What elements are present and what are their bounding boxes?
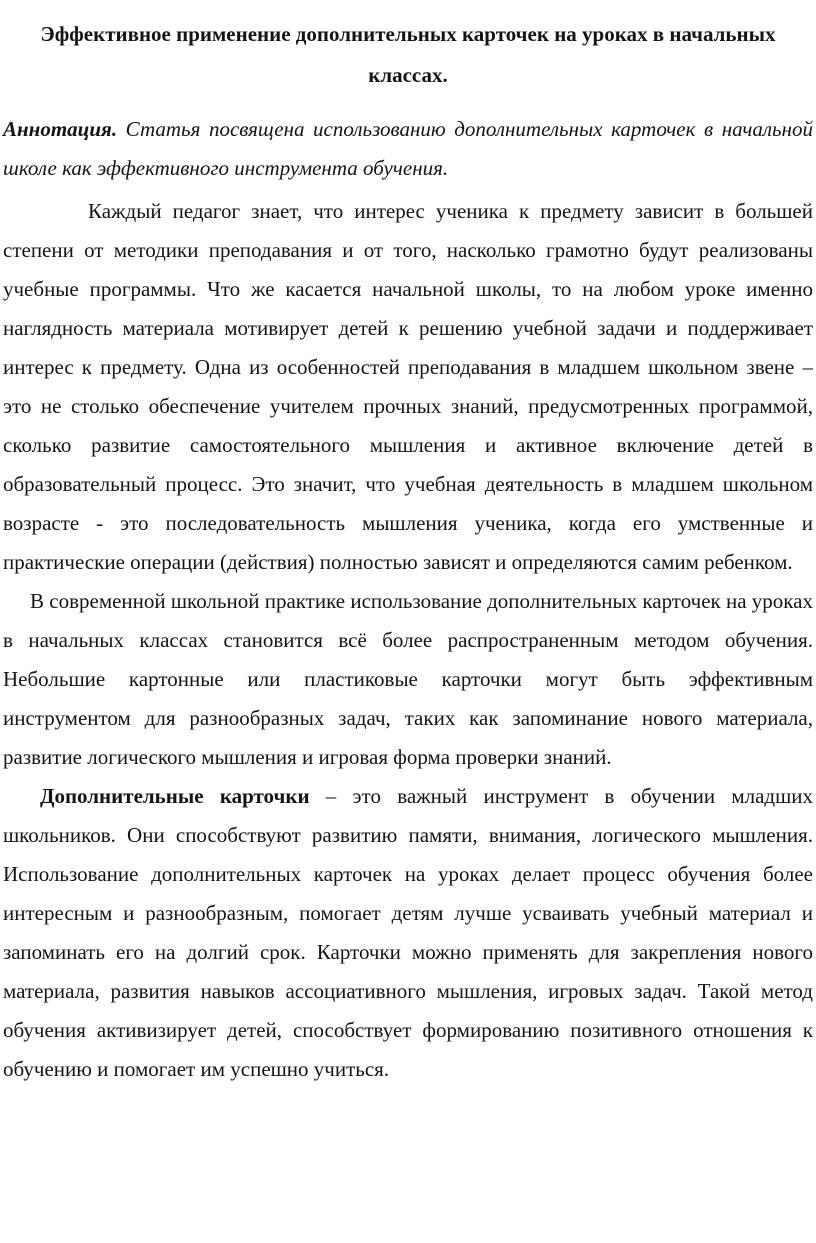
document-title: Эффективное применение дополнительных карточек на уроках в начальных классах. [40, 22, 776, 87]
annotation-label: Аннотация. [3, 117, 118, 141]
paragraph-3-text: – это важный инструмент в обучении младших школьников. Они способствуют развитию памяти, внимания, логического мышления. Использование дополнительных карточек на уроках делает процесс обучения более интересным и разнообразным, помогает детям лучше усваивать учебный материал и запоминать его на долгий срок. Карточки можно применять для закрепления нового материала, развития навыков ассоциативного мышления, игровых задач. Такой метод обучения активизирует детей, способствует формированию позитивного отношения к обучению и помогает им успешно учиться. [3, 784, 813, 1081]
paragraph-lead-term: Дополнительные карточки [40, 784, 310, 808]
body-paragraph-3 [3, 777, 813, 1089]
body-paragraph-2: В современной школьной практике использование дополнительных карточек на уроках в начальных классах становится всё более распространенным методом обучения. Небольшие картонные или пластиковые карточки могут быть эффективным инструментом для разнообразных задач, таких как запоминание нового материала, развитие логического мышления и игровая форма проверки знаний. [3, 589, 813, 769]
annotation-paragraph [3, 110, 813, 188]
body-paragraph-1: Каждый педагог знает, что интерес ученика к предмету зависит в большей степени от методики преподавания и от того, насколько грамотно будут реализованы учебные программы. Что же касается начальной школы, то на любом уроке именно наглядность материала мотивирует детей к решению учебной задачи и поддерживает интерес к предмету. Одна из особенностей преподавания в младшем школьном звене – это не столько обеспечение учителем прочных знаний, предусмотренных программой, сколько развитие самостоятельного мышления и активное включение детей в образовательный процесс. Это значит, что учебная деятельность в младшем школьном возрасте - это последовательность мышления ученика, когда его умственные и практические операции (действия) полностью зависят и определяются самим ребенком. [3, 199, 813, 574]
annotation-text: Статья посвящена использованию дополнительных карточек в начальной школе как эффективного инструмента обучения. [3, 117, 813, 180]
